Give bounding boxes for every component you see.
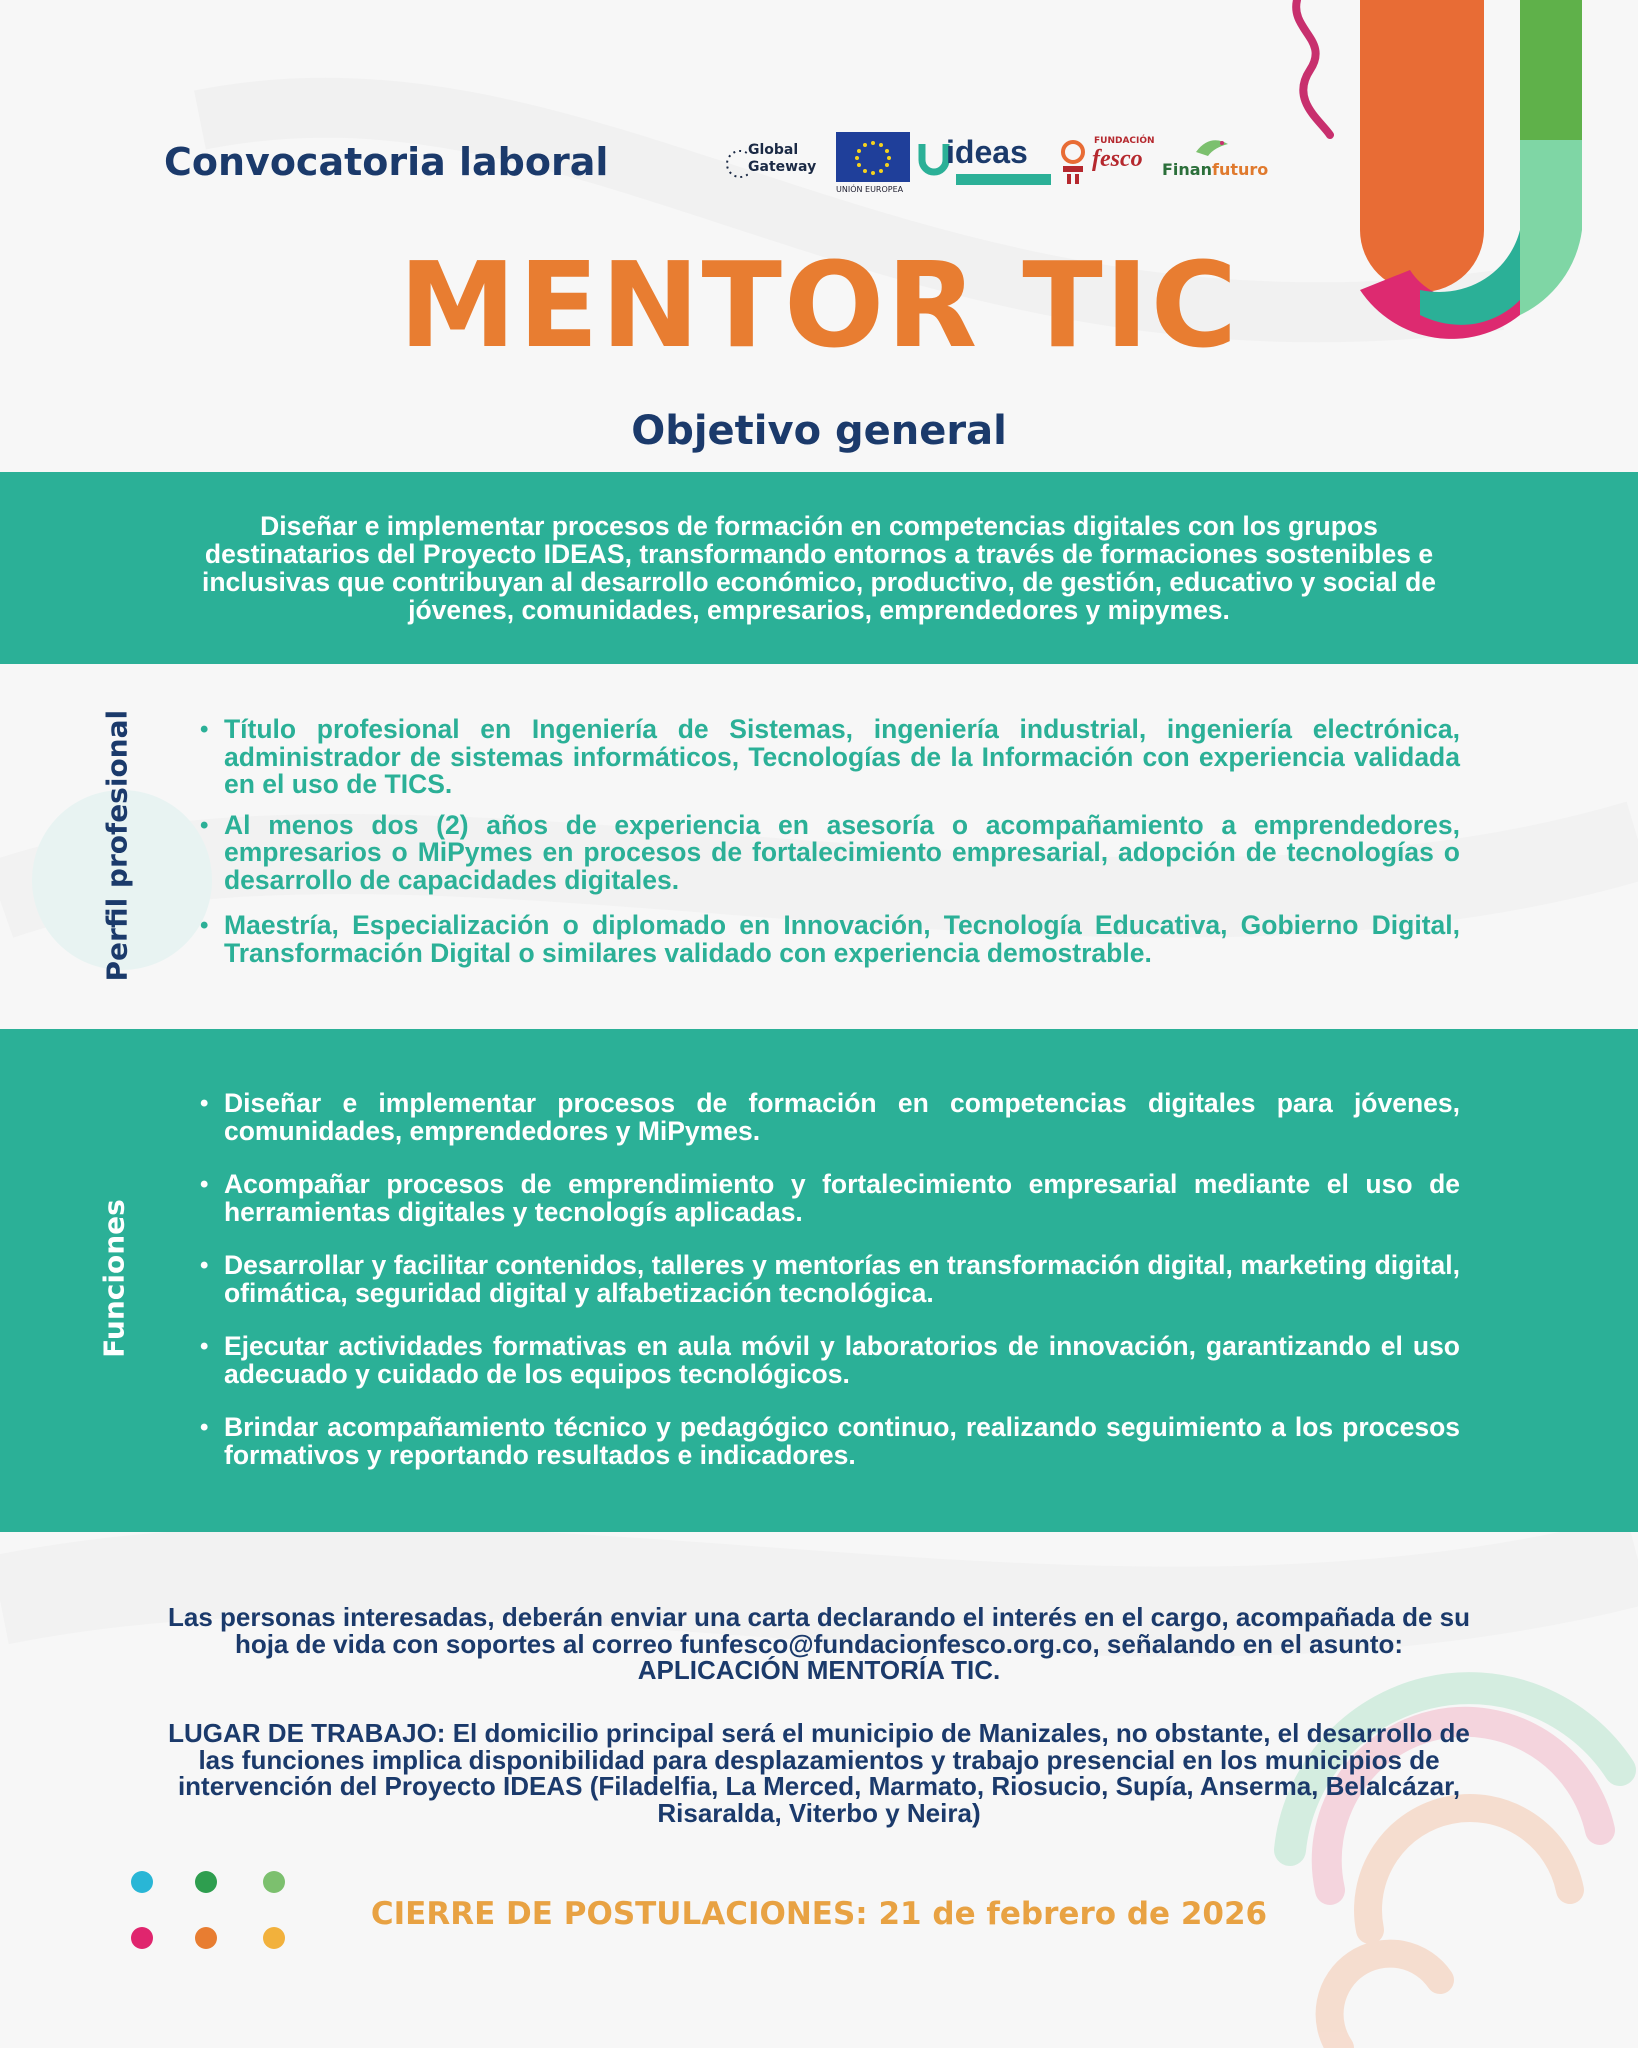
- dot: [131, 1871, 153, 1893]
- fesco-sun-icon: [1056, 136, 1090, 186]
- perfil-item-text: Al menos dos (2) años de experiencia en asesoría o acompañamiento a emprendedores, empresarios o MiPymes en procesos de fortalecimiento empresarial, adopción de tecnologías o desarrollo de capacidades digitales.: [224, 809, 1460, 895]
- main-title: MENTOR TIC: [398, 236, 1240, 374]
- list-item: [200, 809, 1460, 895]
- bullet-icon: •: [200, 1090, 209, 1117]
- list-item: [200, 716, 1460, 799]
- global-gateway-logo: [726, 138, 821, 188]
- funcion-item-text: Desarrollar y facilitar contenidos, talleres y mentorías en transformación digital, marketing digital, ofimática, seguridad digital y alfabetización tecnológica.: [224, 1250, 1460, 1308]
- ideas-word: ideas: [946, 134, 1028, 170]
- funciones-label: Funciones: [97, 1199, 131, 1358]
- bullet-icon: •: [200, 912, 209, 939]
- fesco-small-text: FUNDACIÓN: [1094, 136, 1155, 146]
- bullet-icon: •: [200, 1333, 209, 1360]
- objetivo-band: [0, 472, 1638, 664]
- funciones-list: [200, 1090, 1460, 1469]
- eu-caption: UNIÓN EUROPEA: [836, 185, 904, 194]
- perfil-label: Perfil profesional: [100, 709, 134, 982]
- futuro-part: futuro: [1212, 160, 1269, 179]
- application-subject: APLICACIÓN MENTORÍA TIC.: [637, 1655, 1001, 1685]
- application-text: Las personas interesadas, deberán enviar una carta declarando el interés en el cargo, acompañada de su hoja de vida con soportes al correo funfesco@fundacionfesco.org.co, señalando en el asunto:: [168, 1602, 1470, 1659]
- bullet-icon: •: [200, 716, 209, 743]
- eu-flag-icon: [836, 132, 910, 182]
- ideas-logo: [918, 134, 1056, 194]
- funcion-item-text: Ejecutar actividades formativas en aula móvil y laboratorios de innovación, garantizando el uso adecuado y cuidado de los equipos tecnológicos.: [224, 1331, 1460, 1389]
- dot: [263, 1871, 285, 1893]
- bullet-icon: •: [200, 1414, 209, 1441]
- fesco-word: fesco: [1092, 146, 1143, 172]
- bird-icon: [1192, 136, 1232, 160]
- bullet-icon: •: [200, 1252, 209, 1279]
- perfil-list: [200, 716, 1460, 967]
- list-item: [200, 1090, 1460, 1145]
- dot: [195, 1871, 217, 1893]
- deadline: CIERRE DE POSTULACIONES: 21 de febrero de 2026: [370, 1896, 1268, 1932]
- global-gateway-text: Global Gateway: [748, 142, 817, 175]
- list-item: [200, 1252, 1460, 1307]
- list-item: [200, 1333, 1460, 1388]
- partner-logos: [726, 128, 1269, 208]
- list-item: [200, 1414, 1460, 1469]
- workplace-label: LUGAR DE TRABAJO:: [168, 1718, 446, 1748]
- finanfuturo-word: [1162, 160, 1268, 179]
- finan-part: Finan: [1162, 160, 1212, 179]
- objetivo-text: Diseñar e implementar procesos de formación en competencias digitales con los grupos destinatarios del Proyecto IDEAS, transformando entornos a través de formaciones sostenibles e inclusivas que contribuyan al desarrollo económico, productivo, de gestión, educativo y social de jóvenes, comunidades, empresarios, emprendedores y mipymes.: [201, 511, 1437, 625]
- bullet-icon: •: [200, 811, 209, 839]
- funcion-item-text: Diseñar e implementar procesos de formación en competencias digitales para jóvenes, comunidades, emprendedores y MiPymes.: [224, 1088, 1460, 1146]
- bullet-icon: •: [200, 1171, 209, 1198]
- workplace-info: [159, 1720, 1479, 1826]
- header-title: Convocatoria laboral: [164, 140, 609, 184]
- ideas-bar: [956, 174, 1051, 185]
- stars-ring-icon: [726, 144, 748, 184]
- list-item: [200, 1171, 1460, 1226]
- finanfuturo-logo: [1162, 134, 1272, 194]
- eu-logo: [836, 132, 916, 202]
- fesco-logo: [1056, 136, 1156, 191]
- list-item: [200, 912, 1460, 967]
- objetivo-heading: Objetivo general: [631, 408, 1007, 454]
- funcion-item-text: Brindar acompañamiento técnico y pedagógico continuo, realizando seguimiento a los procesos formativos y reportando resultados e indicadores.: [224, 1412, 1460, 1470]
- application-instructions: [159, 1604, 1479, 1684]
- workplace-text: El domicilio principal será el municipio de Manizales, no obstante, el desarrollo de las funciones implica disponibilidad para desplazamientos y trabajo presencial en los municipios de intervención del Proyecto IDEAS (Filadelfia, La Merced, Marmato, Riosucio, Supía, Anserma, Belalcázar, Risaralda, Viterbo y Neira): [177, 1718, 1470, 1828]
- perfil-item-text: Maestría, Especialización o diplomado en Innovación, Tecnología Educativa, Gobierno Digital, Transformación Digital o similares validado con experiencia demostrable.: [224, 910, 1460, 968]
- perfil-item-text: Título profesional en Ingeniería de Sistemas, ingeniería industrial, ingeniería electrónica, administrador de sistemas informáticos, Tecnologías de la Información con experiencia validada en el uso de TICS.: [224, 714, 1460, 799]
- funcion-item-text: Acompañar procesos de emprendimiento y fortalecimiento empresarial mediante el uso de herramientas digitales y tecnologís aplicadas.: [224, 1169, 1460, 1227]
